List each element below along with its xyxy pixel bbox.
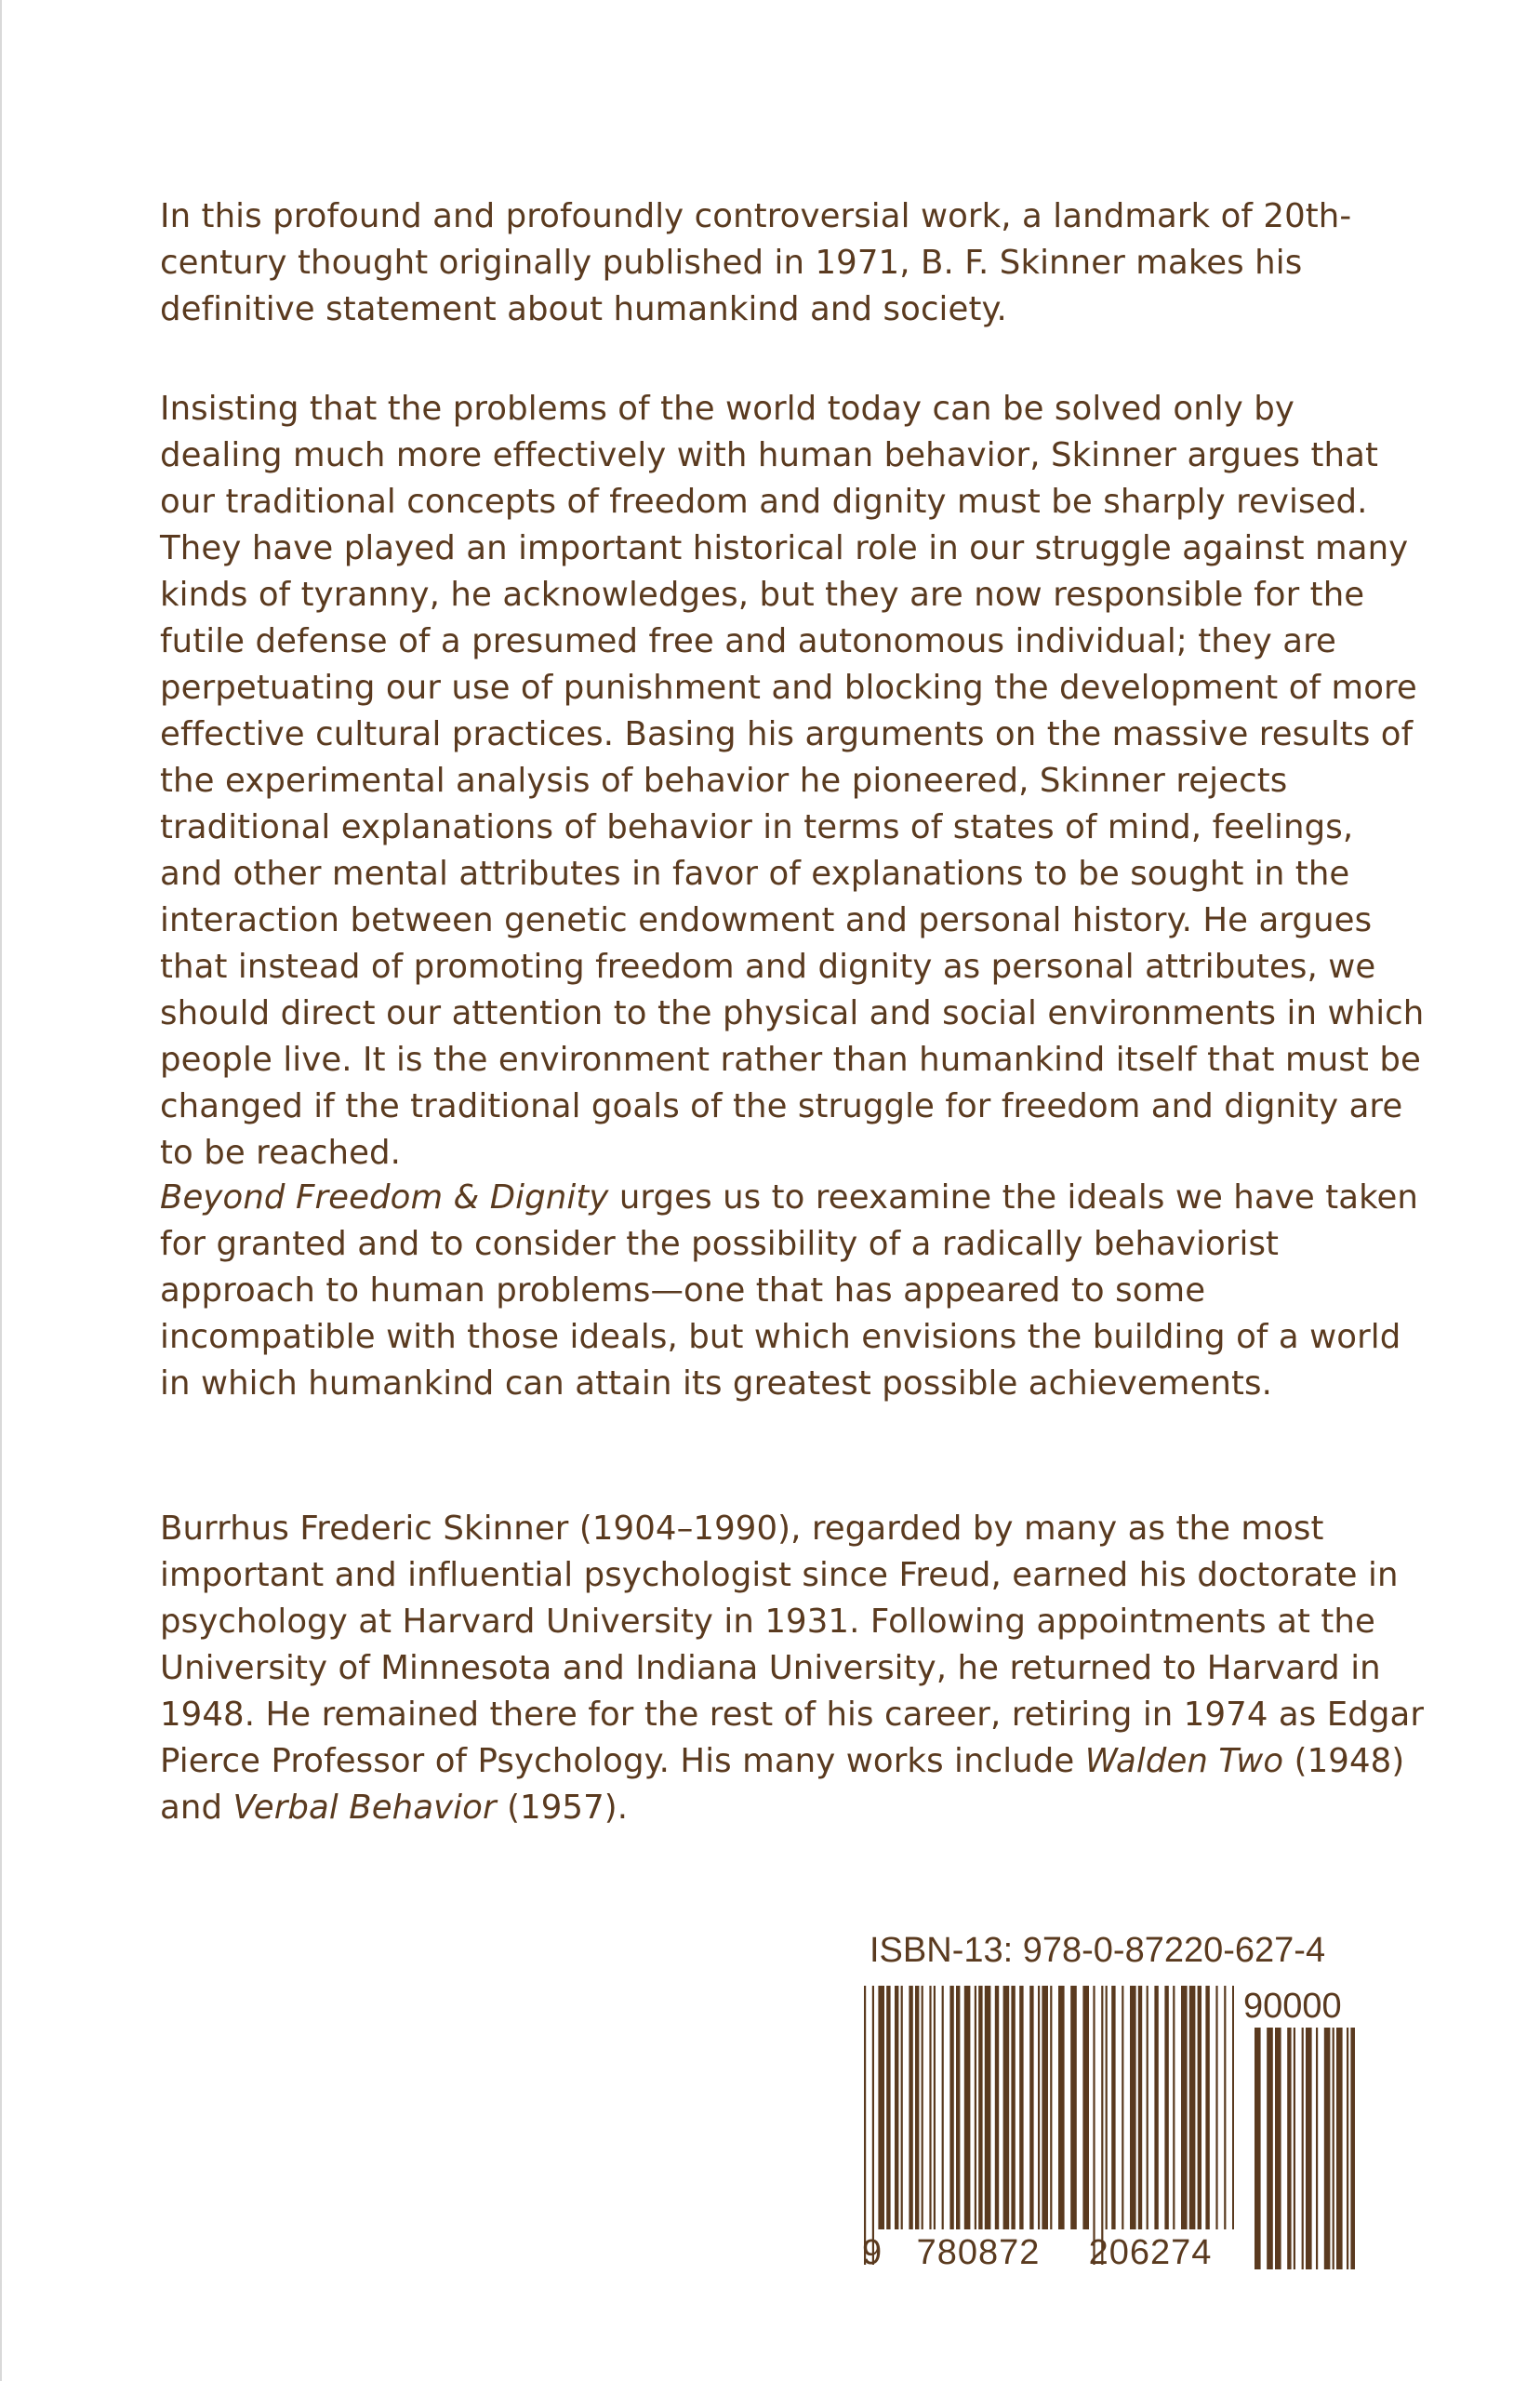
barcode-bar: [964, 1986, 971, 2229]
barcode-bar: [934, 1986, 936, 2229]
barcode-bar: [1147, 1986, 1148, 2229]
barcode-bar: [1198, 1986, 1201, 2229]
barcode-bar: [1294, 2028, 1295, 2269]
description-paragraph-1: In this profound and profoundly controversial work, a landmark of 20th-century thought originally published in 1971, B. F. Skinner makes his definitive statement about humankind and society.: [160, 197, 1352, 328]
isbn-label: ISBN-13: 978-0-87220-627-4: [870, 1931, 1326, 1970]
barcode-bar: [922, 1986, 923, 2229]
barcode-bar: [1070, 1986, 1077, 2229]
author-bio-text-1: Burrhus Frederic Skinner (1904–1990), regarded by many as the most important and influential psychologist since Freud, earned his doctorate in psychology at Harvard University in 1931. Following appointments at the University of Minnesota and Indiana University, he returned to Harvard in 1948. He remained there for the rest of his career, retiring in 1974 as Edgar Pierce Professor of Psychology. His many works include: [160, 1510, 1425, 1780]
barcode-bar: [1130, 1986, 1136, 2229]
barcode-bar: [1302, 2028, 1304, 2269]
work-title-verbal-behavior: Verbal Behavior: [232, 1789, 497, 1827]
barcode-bar: [909, 1986, 912, 2229]
barcode-bar: [1082, 1986, 1089, 2229]
barcode-bar: [1181, 1986, 1188, 2229]
description-paragraph-2: Insisting that the problems of the world today can be solved only by dealing much more effectively with human behavior, Skinner argues that our traditional concepts of freedom and dignity must be sharply revised. They have played an important historical role in our struggle against many kinds of tyranny, he acknowledges, but they are now responsible for the futile defense of a presumed free and autonomous individual; they are perpetuating our use of punishment and blocking the development of more effective cultural practices. Basing his arguments on the massive results of the experimental analysis of behavior he pioneered, Skinner rejects traditional explanations of behavior in terms of states of mind, feelings, and other mental attributes in favor of explanations to be sought in the interaction between genetic endowment and personal history. He argues that instead of promoting freedom and dignity as personal attributes, we should direct our attention to the physical and social environments in which people live. It is the environment rather than humankind itself that must be changed if the traditional goals of the struggle for freedom and dignity are to be reached.: [160, 390, 1425, 1172]
description-paragraph-3-text: urges us to reexamine the ideals we have taken for granted and to consider the possibility of a radically behaviorist approach to human problems—one that has appeared to some incompatible with those ideals, but which envisions the building of a world in which humankind can attain its greatest possible achievements.: [160, 1178, 1419, 1403]
barcode-bar: [1224, 1986, 1226, 2229]
barcode-bar: [864, 1986, 866, 2265]
author-bio-paragraph: [160, 1506, 1425, 1831]
barcode-bar: [1255, 2028, 1261, 2269]
barcode-bar: [942, 1986, 944, 2229]
author-bio-text-3: (1957).: [496, 1789, 629, 1827]
barcode-bar: [1267, 2028, 1273, 2269]
barcode-bar: [1138, 1986, 1142, 2229]
barcode-bar: [915, 1986, 919, 2229]
barcode-bar: [1042, 1986, 1048, 2229]
barcode-right-digits: 206274: [1088, 2233, 1213, 2272]
barcode-bar: [901, 1986, 903, 2229]
barcode-bar: [1038, 1986, 1040, 2229]
work-title-walden-two: Walden Two: [1084, 1742, 1284, 1780]
barcode-bar: [1350, 2028, 1355, 2269]
barcode-bar: [1093, 1986, 1095, 2265]
barcode-bar: [975, 1986, 976, 2229]
barcode-bar: [1003, 1986, 1010, 2229]
barcode-bar: [1164, 1986, 1168, 2229]
barcode-bar: [1189, 1986, 1196, 2229]
barcode-bar: [1287, 2028, 1291, 2269]
description-body: [160, 386, 1425, 1177]
book-title: Beyond Freedom & Dignity: [160, 1178, 609, 1217]
ean-13-barcode: [862, 1986, 1234, 2265]
barcode-bar: [1215, 1986, 1217, 2229]
barcode-bar: [1122, 1986, 1123, 2229]
barcode-bar: [995, 1986, 999, 2229]
barcode-bar: [886, 1986, 890, 2229]
author-bio: [160, 1506, 1425, 1831]
barcode-bar: [872, 1986, 874, 2265]
barcode-lead-digit: 9: [862, 2233, 883, 2272]
description-paragraph-3: [160, 1175, 1425, 1407]
author-bio-text-2: (1948) and: [160, 1742, 1405, 1827]
barcode-bar: [1154, 1986, 1158, 2229]
barcode-bar: [1347, 2028, 1348, 2269]
barcode-bar: [1058, 1986, 1065, 2229]
barcode-bar: [1173, 1986, 1175, 2229]
description-closing: [160, 1175, 1425, 1407]
price-code: 90000: [1243, 1987, 1342, 2026]
barcode-bar: [1275, 2028, 1281, 2269]
barcode-bar: [1101, 1986, 1103, 2265]
barcode-bar: [978, 1986, 982, 2229]
barcode-bar: [956, 1986, 960, 2229]
barcode-bar: [895, 1986, 898, 2229]
barcode-bar: [1232, 1986, 1234, 2229]
barcode-bar: [949, 1986, 953, 2229]
barcode-bar: [1106, 1986, 1108, 2229]
barcode-bar: [1111, 1986, 1115, 2229]
barcode-bar: [1029, 1986, 1033, 2229]
barcode-bar: [985, 1986, 991, 2229]
barcode-left-digits: 780872: [916, 2233, 1041, 2272]
barcode-bar: [1316, 2028, 1318, 2269]
barcode-bar: [1336, 2028, 1343, 2269]
price-addon-barcode: [1253, 2028, 1355, 2269]
barcode-bar: [1306, 2028, 1312, 2269]
barcode-bar: [878, 1986, 884, 2229]
description-intro: [160, 193, 1425, 333]
barcode-bar: [1324, 2028, 1331, 2269]
barcode-bar: [1050, 1986, 1052, 2229]
barcode-bar: [1205, 1986, 1209, 2229]
barcode-bar: [929, 1986, 931, 2229]
barcode-bar: [1011, 1986, 1015, 2229]
barcode-bar: [1019, 1986, 1023, 2229]
barcode-bar: [1333, 2028, 1334, 2269]
isbn-barcode: [862, 1930, 1420, 2283]
